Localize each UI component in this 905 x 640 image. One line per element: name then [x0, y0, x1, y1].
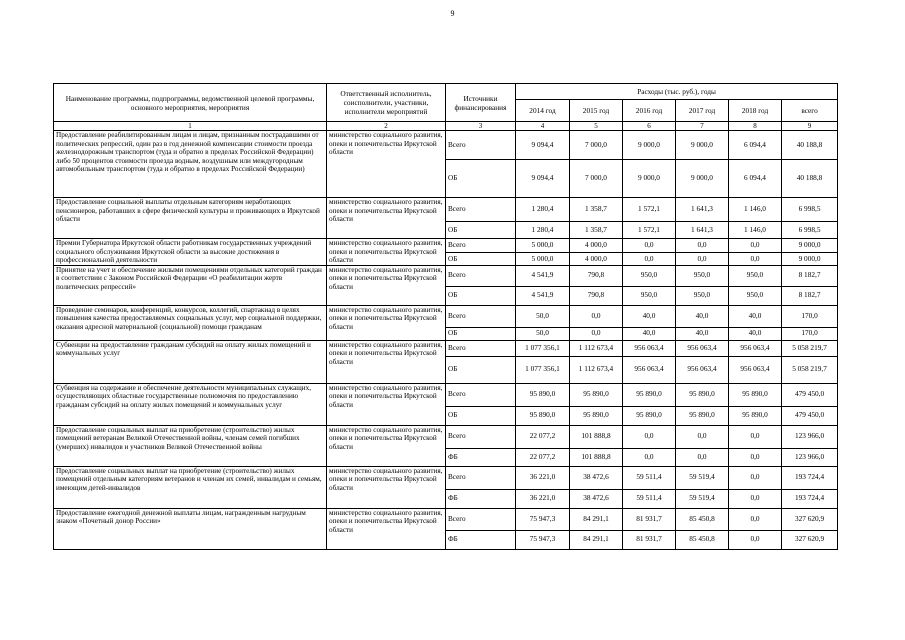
year-value: 4 541,9 — [516, 286, 570, 305]
funding-source: Всего — [446, 425, 516, 448]
year-value: 790,8 — [570, 286, 623, 305]
year-value: 0,0 — [729, 466, 782, 489]
year-value: 0,0 — [570, 327, 623, 340]
year-value: 40,0 — [729, 327, 782, 340]
executor-cell: министерство социального развития, опеки и попечительства Иркутской области — [327, 198, 446, 239]
year-value: 950,0 — [623, 265, 676, 286]
year-value: 40,0 — [676, 305, 729, 327]
year-value: 956 063,4 — [729, 356, 782, 383]
year-value: 4 000,0 — [570, 239, 623, 253]
year-value: 1 077 356,1 — [516, 340, 570, 356]
total-value: 479 450,0 — [782, 383, 838, 406]
funding-source: ФБ — [446, 530, 516, 549]
total-value: 9 000,0 — [782, 239, 838, 253]
col-number: 1 — [54, 122, 327, 131]
activity-name: Предоставление социальной выплаты отдельным категориям неработающих пенсионеров, работавших в сфере физической культуры и проживающих в Иркутской области — [54, 198, 327, 239]
year-value: 0,0 — [570, 305, 623, 327]
total-value: 193 724,4 — [782, 466, 838, 489]
col-number: 9 — [782, 122, 838, 131]
year-value: 0,0 — [676, 425, 729, 448]
year-value: 59 519,4 — [676, 466, 729, 489]
year-value: 85 450,8 — [676, 530, 729, 549]
year-value: 0,0 — [623, 448, 676, 466]
executor-cell: министерство социального развития, опеки и попечительства Иркутской области — [327, 383, 446, 425]
table-row — [54, 305, 838, 327]
activity-name: Принятие на учет и обеспечение жилыми помещениями отдельных категорий граждан в соответствии с Законом Российской Федерации «О реабилитации жертв политических репрессий» — [54, 265, 327, 305]
table-body — [54, 131, 838, 550]
year-value: 75 947,3 — [516, 530, 570, 549]
year-value: 95 890,0 — [623, 406, 676, 425]
activity-name: Предоставление реабилитированным лицам и лицам, признанным пострадавшими от политических репрессий, один раз в год денежной компенсации стоимости проезда железнодорожным транспортом (туда и обратно в пределах Российской Федерации) либо 50 процентов стоимости проезда водным, воздушным или междугородным автомобильным транспортом (туда и обратно в пределах Российской Федерации) — [54, 131, 327, 198]
year-value: 1 641,3 — [676, 222, 729, 239]
header-year: 2016 год — [623, 100, 676, 122]
year-value: 75 947,3 — [516, 508, 570, 530]
year-value: 9 094,4 — [516, 131, 570, 160]
year-value: 40,0 — [623, 305, 676, 327]
year-value: 0,0 — [729, 448, 782, 466]
total-value: 170,0 — [782, 327, 838, 340]
executor-cell: министерство социального развития, опеки и попечительства Иркутской области — [327, 340, 446, 383]
funding-source: Всего — [446, 131, 516, 160]
col-number: 8 — [729, 122, 782, 131]
year-value: 95 890,0 — [729, 406, 782, 425]
year-value: 95 890,0 — [676, 406, 729, 425]
year-value: 95 890,0 — [516, 406, 570, 425]
year-value: 1 077 356,1 — [516, 356, 570, 383]
header-name: Наименование программы, подпрограммы, ведомственной целевой программы, основного мероприятия, мероприятия — [54, 84, 327, 122]
funding-source: Всего — [446, 466, 516, 489]
executor-cell: министерство социального развития, опеки и попечительства Иркутской области — [327, 131, 446, 198]
year-value: 6 094,4 — [729, 160, 782, 198]
year-value: 0,0 — [623, 239, 676, 253]
header-expenses: Расходы (тыс. руб.), годы — [516, 84, 838, 100]
funding-source: ОБ — [446, 286, 516, 305]
funding-source: Всего — [446, 340, 516, 356]
year-value: 1 358,7 — [570, 222, 623, 239]
col-number: 7 — [676, 122, 729, 131]
year-value: 6 094,4 — [729, 131, 782, 160]
total-value: 8 182,7 — [782, 265, 838, 286]
year-value: 956 063,4 — [623, 340, 676, 356]
year-value: 4 000,0 — [570, 253, 623, 266]
table-row — [54, 265, 838, 286]
year-value: 85 450,8 — [676, 508, 729, 530]
year-value: 5 000,0 — [516, 253, 570, 266]
year-value: 9 000,0 — [676, 160, 729, 198]
col-number: 2 — [327, 122, 446, 131]
year-value: 950,0 — [623, 286, 676, 305]
total-value: 327 620,9 — [782, 530, 838, 549]
year-value: 7 000,0 — [570, 131, 623, 160]
year-value: 0,0 — [623, 425, 676, 448]
total-value: 5 058 219,7 — [782, 340, 838, 356]
year-value: 950,0 — [729, 265, 782, 286]
total-value: 6 998,5 — [782, 198, 838, 222]
year-value: 22 077,2 — [516, 425, 570, 448]
year-value: 95 890,0 — [676, 383, 729, 406]
total-value: 40 188,8 — [782, 160, 838, 198]
year-value: 1 146,0 — [729, 198, 782, 222]
year-value: 22 077,2 — [516, 448, 570, 466]
funding-source: ОБ — [446, 253, 516, 266]
col-number: 4 — [516, 122, 570, 131]
activity-name: Предоставление социальных выплат на приобретение (строительство) жилых помещений ветеранам Великой Отечественной войны, членам семей погибших (умерших) инвалидов и участников Великой Отечественной войны — [54, 425, 327, 466]
year-value: 956 063,4 — [676, 340, 729, 356]
year-value: 1 280,4 — [516, 222, 570, 239]
year-value: 0,0 — [676, 253, 729, 266]
total-value: 5 058 219,7 — [782, 356, 838, 383]
year-value: 0,0 — [729, 489, 782, 508]
year-value: 84 291,1 — [570, 508, 623, 530]
funding-source: Всего — [446, 305, 516, 327]
year-value: 9 000,0 — [623, 131, 676, 160]
year-value: 950,0 — [676, 286, 729, 305]
total-value: 6 998,5 — [782, 222, 838, 239]
year-value: 956 063,4 — [623, 356, 676, 383]
funding-source: ОБ — [446, 327, 516, 340]
year-value: 0,0 — [729, 530, 782, 549]
header-year: 2018 год — [729, 100, 782, 122]
total-value: 123 966,0 — [782, 425, 838, 448]
table-row — [54, 383, 838, 406]
year-value: 1 146,0 — [729, 222, 782, 239]
year-value: 38 472,6 — [570, 489, 623, 508]
year-value: 950,0 — [676, 265, 729, 286]
total-value: 8 182,7 — [782, 286, 838, 305]
year-value: 0,0 — [676, 448, 729, 466]
year-value: 59 511,4 — [623, 466, 676, 489]
year-value: 36 221,0 — [516, 489, 570, 508]
funding-source: ФБ — [446, 448, 516, 466]
funding-source: ОБ — [446, 356, 516, 383]
activity-name: Субвенции на предоставление гражданам субсидий на оплату жилых помещений и коммунальных услуг — [54, 340, 327, 383]
year-value: 40,0 — [623, 327, 676, 340]
year-value: 50,0 — [516, 327, 570, 340]
activity-name: Предоставление ежегодной денежной выплаты лицам, награжденным нагрудным знаком «Почетный донор России» — [54, 508, 327, 549]
header-year: 2017 год — [676, 100, 729, 122]
year-value: 1 358,7 — [570, 198, 623, 222]
year-value: 7 000,0 — [570, 160, 623, 198]
year-value: 40,0 — [676, 327, 729, 340]
executor-cell: министерство социального развития, опеки и попечительства Иркутской области — [327, 466, 446, 508]
year-value: 1 572,1 — [623, 198, 676, 222]
year-value: 95 890,0 — [623, 383, 676, 406]
col-number: 3 — [446, 122, 516, 131]
year-value: 59 519,4 — [676, 489, 729, 508]
year-value: 0,0 — [729, 239, 782, 253]
header-year: 2014 год — [516, 100, 570, 122]
year-value: 81 931,7 — [623, 508, 676, 530]
table-row — [54, 425, 838, 448]
total-value: 9 000,0 — [782, 253, 838, 266]
table-row — [54, 340, 838, 356]
year-value: 0,0 — [623, 253, 676, 266]
year-value: 101 888,8 — [570, 448, 623, 466]
table-row — [54, 466, 838, 489]
year-value: 95 890,0 — [570, 406, 623, 425]
year-value: 0,0 — [676, 239, 729, 253]
year-value: 790,8 — [570, 265, 623, 286]
funding-source: Всего — [446, 508, 516, 530]
col-number: 5 — [570, 122, 623, 131]
year-value: 50,0 — [516, 305, 570, 327]
funding-source: ОБ — [446, 406, 516, 425]
total-value: 327 620,9 — [782, 508, 838, 530]
year-value: 4 541,9 — [516, 265, 570, 286]
expenses-table — [53, 83, 838, 550]
year-value: 950,0 — [729, 286, 782, 305]
page-number: 9 — [450, 9, 455, 18]
year-value: 59 511,4 — [623, 489, 676, 508]
funding-source: ОБ — [446, 222, 516, 239]
activity-name: Субвенция на содержание и обеспечение деятельности муниципальных служащих, осуществляющих областные государственные полномочия по предоставлению гражданам субсидий на оплату жилых помещений и коммунальных услуг — [54, 383, 327, 425]
year-value: 40,0 — [729, 305, 782, 327]
funding-source: ФБ — [446, 489, 516, 508]
year-value: 95 890,0 — [570, 383, 623, 406]
year-value: 5 000,0 — [516, 239, 570, 253]
header-executor: Ответственный исполнитель, соисполнители, участники, исполнители мероприятий — [327, 84, 446, 122]
funding-source: Всего — [446, 383, 516, 406]
header-total: всего — [782, 100, 838, 122]
table-row — [54, 198, 838, 222]
total-value: 479 450,0 — [782, 406, 838, 425]
year-value: 1 641,3 — [676, 198, 729, 222]
activity-name: Премии Губернатора Иркутской области работникам государственных учреждений социального обслуживания Иркутской области за высокие достижения в профессиональной деятельности — [54, 239, 327, 266]
col-number: 6 — [623, 122, 676, 131]
executor-cell: министерство социального развития, опеки и попечительства Иркутской области — [327, 425, 446, 466]
total-value: 123 966,0 — [782, 448, 838, 466]
year-value: 1 112 673,4 — [570, 340, 623, 356]
year-value: 0,0 — [729, 508, 782, 530]
year-value: 9 000,0 — [676, 131, 729, 160]
header-year: 2015 год — [570, 100, 623, 122]
funding-source: Всего — [446, 198, 516, 222]
year-value: 84 291,1 — [570, 530, 623, 549]
activity-name: Предоставление социальных выплат на приобретение (строительство) жилых помещений отдельным категориям ветеранов и членам их семей, инвалидам и семьям, имеющим детей-инвалидов — [54, 466, 327, 508]
year-value: 956 063,4 — [676, 356, 729, 383]
header-sources: Источники финансирования — [446, 84, 516, 122]
year-value: 956 063,4 — [729, 340, 782, 356]
executor-cell: министерство социального развития, опеки и попечительства Иркутской области — [327, 305, 446, 340]
year-value: 0,0 — [729, 425, 782, 448]
total-value: 170,0 — [782, 305, 838, 327]
table-row — [54, 131, 838, 160]
funding-source: ОБ — [446, 160, 516, 198]
total-value: 193 724,4 — [782, 489, 838, 508]
executor-cell: министерство социального развития, опеки и попечительства Иркутской области — [327, 508, 446, 549]
total-value: 40 188,8 — [782, 131, 838, 160]
year-value: 9 094,4 — [516, 160, 570, 198]
activity-name: Проведение семинаров, конференций, конкурсов, коллегий, спартакиад в целях повышения качества предоставляемых социальных услуг, мер социальной поддержки, оказания адресной материальной (социальной) помощи гражданам — [54, 305, 327, 340]
table-row — [54, 239, 838, 253]
funding-source: Всего — [446, 239, 516, 253]
year-value: 101 888,8 — [570, 425, 623, 448]
year-value: 1 572,1 — [623, 222, 676, 239]
funding-source: Всего — [446, 265, 516, 286]
executor-cell: министерство социального развития, опеки и попечительства Иркутской области — [327, 265, 446, 305]
year-value: 9 000,0 — [623, 160, 676, 198]
year-value: 36 221,0 — [516, 466, 570, 489]
year-value: 95 890,0 — [516, 383, 570, 406]
year-value: 95 890,0 — [729, 383, 782, 406]
executor-cell: министерство социального развития, опеки и попечительства Иркутской области — [327, 239, 446, 266]
year-value: 0,0 — [729, 253, 782, 266]
year-value: 1 280,4 — [516, 198, 570, 222]
year-value: 1 112 673,4 — [570, 356, 623, 383]
year-value: 81 931,7 — [623, 530, 676, 549]
year-value: 38 472,6 — [570, 466, 623, 489]
table-row — [54, 508, 838, 530]
